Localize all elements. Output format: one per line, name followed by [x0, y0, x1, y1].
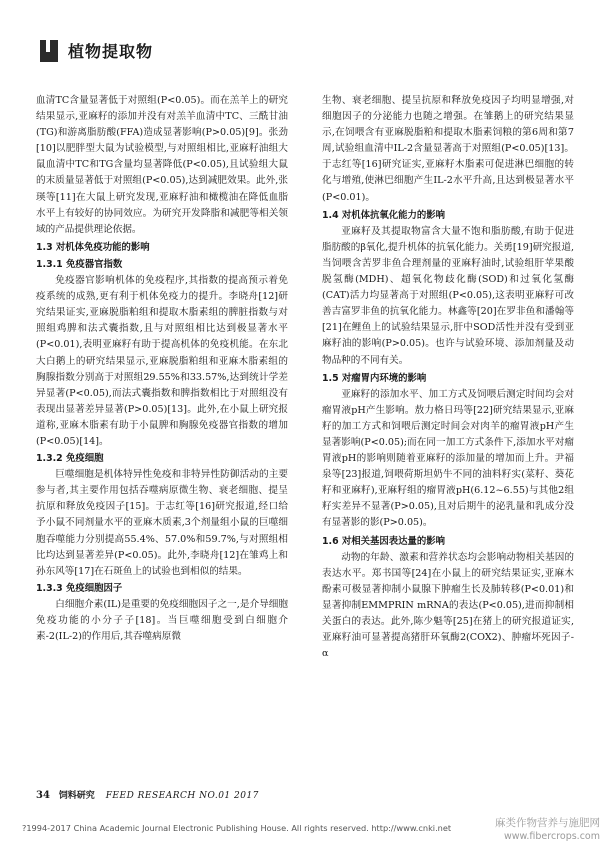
right-column — [322, 93, 574, 662]
journal-name-cn: 饲料研究 — [58, 791, 95, 801]
paragraph-continued: 生物、衰老细胞、提呈抗原和释放免疫因子均明显增强,对细胞因子的分泌能力也随之增强。在雏鹅上的研究结果显示,在饲喂含有亚麻脱脂粕和提取木脂素饲粮的第6周和第7周,试验组血清中IL-2含量显著高于对照组(P<0.05)[13]。于志红等[16]研究证实,亚麻籽木脂素可促进淋巴细胞的转化与增殖,使淋巴细胞产生IL-2水平升高,且达到极显著水平(P<0.01)。 — [322, 95, 574, 203]
left-column — [36, 93, 288, 645]
paragraph: 亚麻籽及其提取物富含大量不饱和脂肪酸,有助于促进脂肪酸的β氧化,提升机体的抗氧化能力。关勇[19]研究报道,当饲喂含苦罗非鱼合理剂量的亚麻籽油时,试验组肝苹果酸脱氢酶(MDH)、超氧化物歧化酶(SOD)和过氧化氢酶(CAT)活力均显著高于对照组(P<0.05),这表明亚麻籽可改善吉富罗非鱼的抗氧化能力。林鑫等[20]在罗非鱼和潘翰等[21]在鲤鱼上的试验结果显示,肝中SOD活性并没有受到亚麻籽油的影响(P>0.05)。也许与试验环境、添加剂量及动物品种的不同有关。 — [322, 225, 574, 366]
paragraph: 巨噬细胞是机体特异性免疫和非特异性防御活动的主要参与者,其主要作用包括吞噬病原微生物、衰老细胞、提呈抗原和释放免疫因子[15]。于志红等[16]研究报道,经口给予小鼠不同剂量水平的亚麻木质素,3个剂量组小鼠的巨噬细胞吞噬能力分别提高55.4%、57.0%和59.7%,与对照组相比均达到显著差异(P<0.05)。此外,李晓舟[12]在雏鸡上和孙东风等[17]在石斑鱼上的试验也到相似的结果。 — [36, 469, 288, 577]
journal-name-en: FEED RESEARCH NO.01 2017 — [105, 791, 259, 801]
paragraph: 亚麻籽的添加水平、加工方式及饲喂后测定时间均会对瘤胃液pH产生影响。敖力格日玛等[22]研究结果显示,亚麻籽的加工方式和饲喂后测定时间会对肉羊的瘤胃液pH产生显著影响(P<0.05);而在同一加工方式条件下,添加水平对瘤胃液pH的影响则随着亚麻籽的添加量的增加而上升。尹福泉等[23]报道,饲喂荷斯坦奶牛不同的油料籽实(菜籽、葵花籽和亚麻籽),亚麻籽组的瘤胃液pH(6.12~6.55)与其他2组籽实差异不显著(P>0.05),且对后期牛的泌乳量和乳成分没有显著影的影(P>0.05)。 — [322, 388, 574, 529]
subsection-heading: 1.3.2 免疫细胞 — [36, 453, 104, 465]
page-number: 34 — [36, 790, 50, 801]
section-title: 植物提取物 — [68, 42, 154, 61]
section-mark-icon — [40, 40, 58, 62]
section-heading: 1.4 对机体抗氧化能力的影响 — [322, 209, 445, 221]
watermark-cn: 麻类作物营养与施肥网 — [495, 817, 600, 829]
subsection-heading: 1.3.3 免疫细胞因子 — [36, 582, 123, 594]
paragraph: 动物的年龄、激素和营养状态均会影响动物相关基因的表达水平。郑书国等[24]在小鼠上的研究结果证实,亚麻木酚素可极显著抑制小鼠腺下肿瘤生长及肺转移(P<0.01)和显著抑制EMMPRIN mRNA的表达(P<0.05),进而抑制相关蛋白的表达。此外,陈少魁等[25]在猪上的研究报道证实,亚麻籽油可显著提高猪肝环氧酶2(COX2)、肿瘤坏死因子-α — [322, 551, 574, 660]
paragraph: 白细胞介素(IL)是重要的免疫细胞因子之一,是介导细胞免疫功能的小分子子[18]。当巨噬细胞受到白细胞介素-2(IL-2)的作用后,其吞噬病原微 — [36, 598, 288, 643]
copyright-line: ?1994-2017 China Academic Journal Electronic Publishing House. All rights reserved. http://www.cnki.net — [22, 823, 452, 833]
watermark — [495, 817, 600, 843]
section-heading: 1.6 对相关基因表达量的影响 — [322, 535, 445, 547]
section-heading: 1.3 对机体免疫功能的影响 — [36, 241, 150, 253]
page-footer — [36, 788, 576, 801]
subsection-heading: 1.3.1 免疫器官指数 — [36, 258, 123, 270]
paragraph: 免疫器官影响机体的免疫程序,其指数的提高预示着免疫系统的成熟,更有利于机体免疫力的提升。李晓舟[12]研究结果证实,亚麻脱脂粕组和提取木脂素组的脾脏指数与对照组鸡脾和法式囊指数,且与对照组相比达到极显著水平(P<0.01),表明亚麻籽有助于提高机体的免疫机能。在东北大白鹅上的研究结果显示,亚麻脱脂粕组和亚麻木脂素组的胸腺指数分别高于对照组29.55%和33.57%,达到统计学差异显著(P<0.05),而法式囊指数和脾指数相比于对照组没有表现出显著差异显著(P>0.05)[13]。此外,在小鼠上研究报道称,亚麻木脂素有助于小鼠脾和胸腺免疫器官指数的增加(P<0.05)[14]。 — [36, 275, 288, 447]
paragraph-continued: 血清TC含量显著低于对照组(P<0.05)。而在羔羊上的研究结果显示,亚麻籽的添加并没有对羔羊血清中TC、三酰甘油(TG)和游离脂肪酸(FFA)造成显著影响(P>0.05)[9]。张劲[10]以肥胖型大鼠为试验模型,与对照组相比,亚麻籽油组大鼠血清中TC和TG含量均显著降低(P<0.05),且试验组大鼠的末质量显著低于对照组(P<0.05),达到减肥效果。此外,张瑛等[11]在大鼠上研究发现,亚麻籽油和橄榄油在降低血脂水平上有较好的协同效应。为研究开发降脂和减肥等相关领域的产品提供理论依据。 — [36, 95, 288, 235]
watermark-url: www.fibercrops.com — [503, 831, 600, 842]
page-header — [40, 38, 580, 68]
section-heading: 1.5 对瘤胃内环境的影响 — [322, 372, 427, 384]
